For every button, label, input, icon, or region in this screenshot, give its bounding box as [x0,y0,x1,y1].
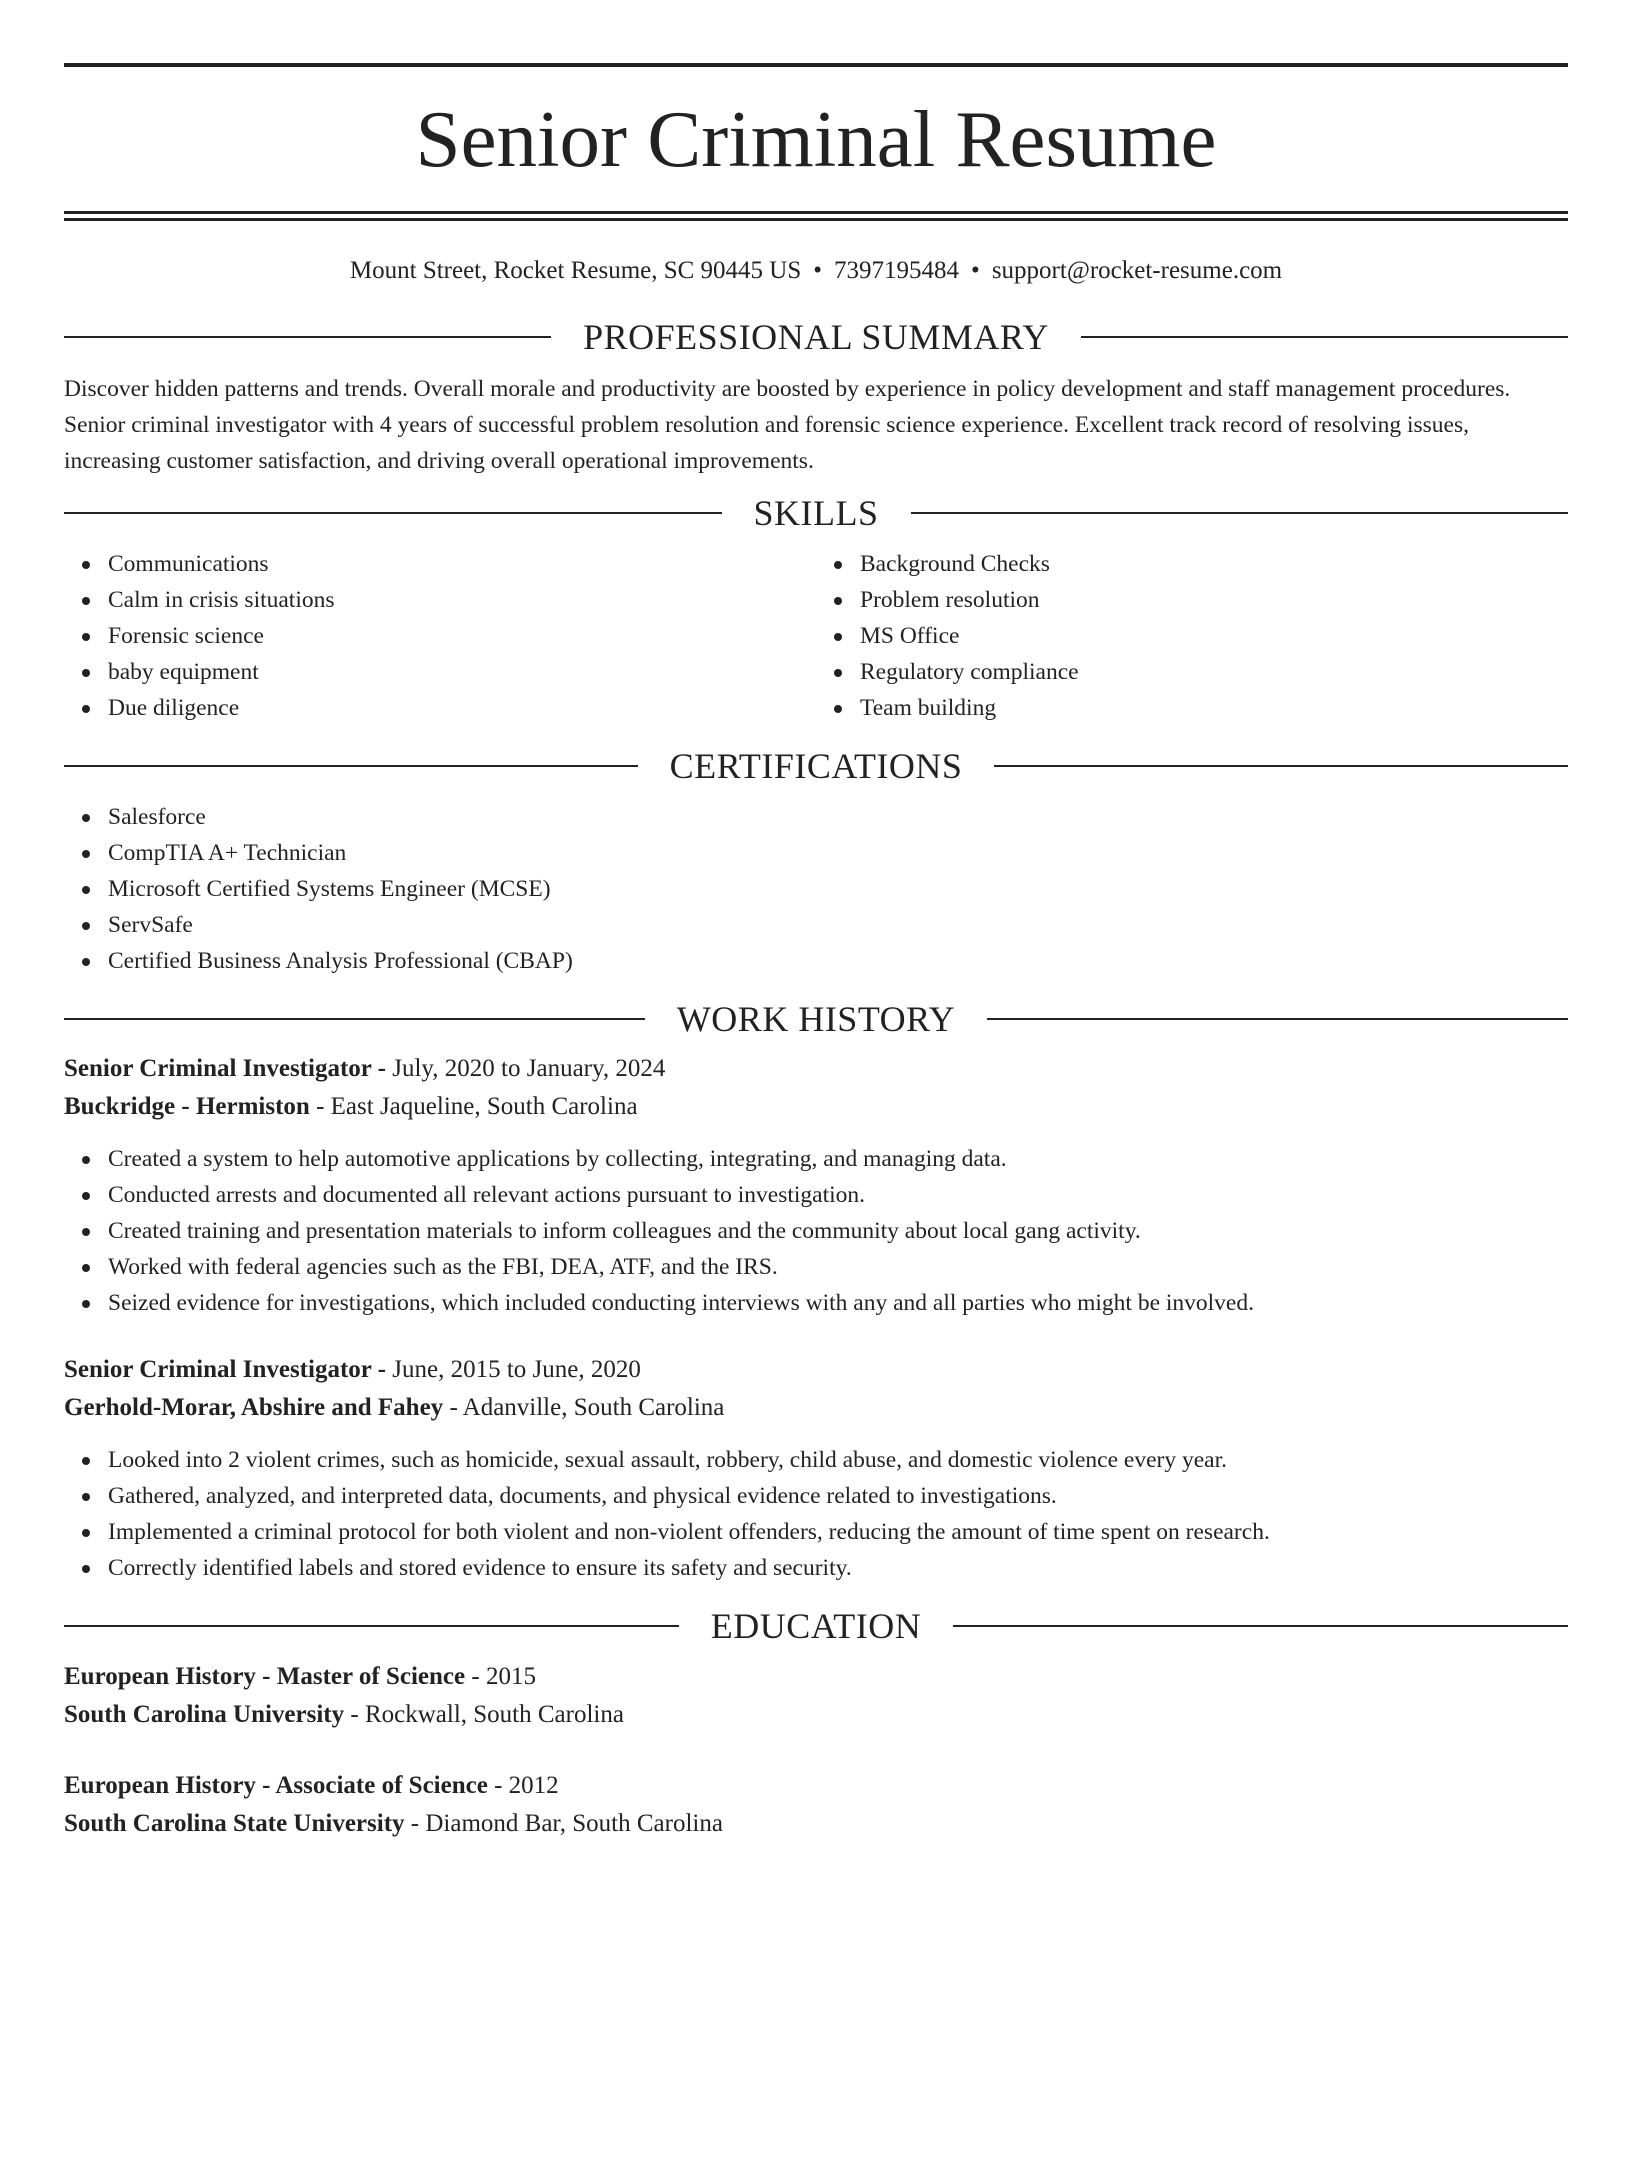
job-company-line: Gerhold-Morar, Abshire and Fahey - Adanville, South Carolina [64,1394,725,1421]
skills-grid [64,546,1568,726]
section-title-work: WORK HISTORY [676,999,956,1039]
section-rule [64,765,638,767]
skill-item: Background Checks [860,546,1568,582]
education-degree: European History - Associate of Science [64,1772,488,1799]
skill-item: Team building [860,690,1568,726]
job-location: Adanville, South Carolina [462,1394,725,1421]
skill-item: Problem resolution [860,582,1568,618]
job-title-line: Senior Criminal Investigator - June, 2015 to June, 2020 [64,1356,641,1383]
skill-item: Due diligence [108,690,816,726]
section-rule [64,336,551,338]
education-entry [64,1658,1568,1734]
section-header-work [64,999,1568,1039]
section-title-certifications: CERTIFICATIONS [669,746,963,786]
contact-email[interactable]: support@rocket-resume.com [991,257,1283,284]
education-school-line: South Carolina State University - Diamond Bar, South Carolina [64,1810,723,1837]
summary-text: Discover hidden patterns and trends. Overall morale and productivity are boosted by experience in policy development and staff management procedures. Senior criminal investigator with 4 years of successful problem resolution and forensic science experience. Excellent track record of resolving issues, increasing customer satisfaction, and driving overall operational improvements. [64,376,1511,474]
job-company-line: Buckridge - Hermiston - East Jaqueline, South Carolina [64,1093,638,1120]
contact-address: Mount Street, Rocket Resume, SC 90445 US [349,257,802,284]
double-rule [64,211,1568,221]
resume-page [0,63,1632,2175]
job-dates: July, 2020 to January, 2024 [392,1055,666,1082]
education-year: 2012 [508,1772,559,1799]
contact-line [64,255,1568,287]
job-dates: June, 2015 to June, 2020 [392,1356,641,1383]
education-year: 2015 [485,1663,536,1690]
certification-item: Certified Business Analysis Professional (CBAP) [108,943,1568,979]
job-duty: Conducted arrests and documented all relevant actions pursuant to investigation. [108,1177,1568,1213]
skill-item: Regulatory compliance [860,654,1568,690]
section-title-skills: SKILLS [753,493,879,533]
contact-separator: • [813,257,823,284]
section-rule [911,512,1569,514]
certification-item: CompTIA A+ Technician [108,835,1568,871]
job-duties-list [64,1442,1568,1586]
contact-separator: • [971,257,980,284]
certification-item: Microsoft Certified Systems Engineer (MCSE) [108,871,1568,907]
skill-item: baby equipment [108,654,816,690]
skill-item: Calm in crisis situations [108,582,816,618]
job-duties-list [64,1141,1568,1321]
education-school-line: South Carolina University - Rockwall, South Carolina [64,1701,624,1728]
skills-column-right [816,546,1568,726]
section-header-education [64,1606,1568,1646]
skill-item: Communications [108,546,816,582]
job-company: Gerhold-Morar, Abshire and Fahey [64,1394,444,1421]
certifications-list [64,799,1568,979]
section-rule [64,512,722,514]
section-rule [987,1018,1568,1020]
top-rule [64,63,1568,67]
section-rule [994,765,1568,767]
job-duty: Correctly identified labels and stored evidence to ensure its safety and security. [108,1550,1568,1586]
section-header-skills [64,493,1568,533]
section-rule [64,1018,645,1020]
job-position: Senior Criminal Investigator [64,1356,372,1383]
skills-list-right [816,546,1568,726]
job-duty: Gathered, analyzed, and interpreted data, documents, and physical evidence related to investigations. [108,1478,1568,1514]
skills-list-left [64,546,816,726]
education-school: South Carolina University [64,1701,345,1728]
education-location: Rockwall, South Carolina [364,1701,624,1728]
job-title-line: Senior Criminal Investigator - July, 2020 to January, 2024 [64,1055,666,1082]
section-rule [64,1625,679,1627]
certification-item: ServSafe [108,907,1568,943]
job-duty: Worked with federal agencies such as the FBI, DEA, ATF, and the IRS. [108,1249,1568,1285]
section-title-education: EDUCATION [710,1606,922,1646]
job-duty: Implemented a criminal protocol for both violent and non-violent offenders, reducing the amount of time spent on research. [108,1514,1568,1550]
section-rule [953,1625,1568,1627]
education-degree-line: European History - Master of Science - 2015 [64,1663,536,1690]
section-rule [1081,336,1568,338]
section-title-summary: PROFESSIONAL SUMMARY [583,317,1049,357]
job-entry [64,1050,1568,1321]
education-degree: European History - Master of Science [64,1663,466,1690]
education-location: Diamond Bar, South Carolina [425,1810,723,1837]
education-degree-line: European History - Associate of Science - 2012 [64,1772,559,1799]
job-company: Buckridge - Hermiston [64,1093,310,1120]
job-position: Senior Criminal Investigator [64,1055,372,1082]
resume-title: Senior Criminal Resume [415,94,1217,184]
contact-phone: 7397195484 [834,257,960,284]
job-location: East Jaqueline, South Carolina [330,1093,638,1120]
job-duty: Seized evidence for investigations, which included conducting interviews with any and all parties who might be involved. [108,1285,1568,1321]
job-duty: Looked into 2 violent crimes, such as homicide, sexual assault, robbery, child abuse, and domestic violence every year. [108,1442,1568,1478]
skill-item: Forensic science [108,618,816,654]
education-entry [64,1767,1568,1843]
certification-item: Salesforce [108,799,1568,835]
job-duty: Created a system to help automotive applications by collecting, integrating, and managing data. [108,1141,1568,1177]
job-duty: Created training and presentation materials to inform colleagues and the community about local gang activity. [108,1213,1568,1249]
section-header-summary [64,317,1568,357]
job-entry [64,1351,1568,1586]
section-header-certifications [64,746,1568,786]
skill-item: MS Office [860,618,1568,654]
education-school: South Carolina State University [64,1810,405,1837]
skills-column-left [64,546,816,726]
